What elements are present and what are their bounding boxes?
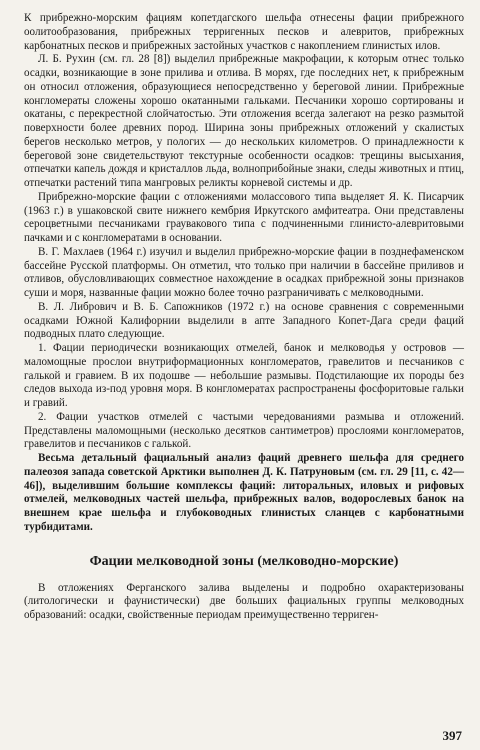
paragraph-rukhin: Л. Б. Рухин (см. гл. 28 [8]) выделил прибрежные макрофации, к которым отнес только осадки, возникающие в зоне прилива и отлива. В морях, где последних нет, к прибрежным он относил отложения, образующиеся непосредственно у береговой линии. Прибрежные конгломераты сложены хорошо окатанными гальками. Песчаники хорошо сортированы и окатаны, с перекрестной слойчатостью. Эти отложения всегда залегают на резко размытой поверхности более древних пород. Ширина зоны прибрежных отложений у скалистых берегов несколько метров, у пологих — до нескольких километров. О принадлежности к береговой зоне свидетельствуют текстурные особенности осадков: трещины высыхания, отпечатки капель дождя и кристаллов льда, волноприбойные знаки, следы животных и птиц, отпечатки растений типа мангровых реликты корневой системы и др. (24, 53, 464, 189)
paragraph-makhlaev: В. Г. Махлаев (1964 г.) изучил и выделил прибрежно-морские фации в позднефаменском бассейне Русской платформы. Он отметил, что только при наличии в бассейне приливов и отливов, обусловливающих совместное нахождение в осадках прибрежной зоны признаков суши и моря, названные фации можно более точно разграничивать с мелководными. (24, 245, 464, 299)
paragraph-list-item-2: 2. Фации участков отмелей с частыми чередованиями размыва и отложений. Представлены маломощными (несколько десятков сантиметров) прослоями конгломератов, гравелитов и песчаников с галькой. (24, 410, 464, 451)
paragraph-patrunov: Весьма детальный фациальный анализ фаций древнего шельфа для среднего палеозоя запада советской Арктики выполнен Д. К. Патруновым (см. гл. 29 [11, с. 42—46]), выделившим большие комплексы фаций: литоральных, иловых и рифовых отмелей, мелководных частей шельфа, прибрежных валов, водорослевых банок на внешнем крае шельфа и глубоководных глинистых сланцев с карбонатными турбидитами. (24, 452, 464, 533)
paragraph-fergana: В отложениях Ферганского залива выделены и подробно охарактеризованы (литологически и фаунистически) две больших фациальных группы мелководных образований: осадки, свойственные периодам преимущественно терриген- (24, 581, 464, 621)
paragraph-coastal-facies-kopetdag: К прибрежно-морским фациям копетдагского шельфа отнесены фации прибрежного оолитообразования, прибрежных терригенных песков и алевритов, прибрежных карбонатных песков и прибрежных застойных участков с накоплением глинистых илов. (24, 12, 464, 52)
paragraph-list-item-1: 1. Фации периодически возникающих отмелей, банок и мелководья у островов — маломощные прослои внутриформационных конгломератов, гравелитов и песчаников с галькой и гравием. В их подошве — небольшие размывы. Подстилающие их породы без следов выхода из-под уровня моря. В конгломератах распространены фосфоритовые гальки и гравий. (24, 342, 464, 409)
paragraph-librovich: В. Л. Либрович и В. Б. Сапожников (1972 г.) на основе сравнения с современными осадками Южной Калифорнии выделили в апте Западного Копет-Дага среди фаций подводных плато следующие. (24, 300, 464, 341)
section-heading: Фации мелководной зоны (мелководно-морские) (89, 553, 399, 569)
page-number: 397 (442, 728, 462, 743)
paragraph-pisarchik: Прибрежно-морские фации с отложениями молассового типа выделяет Я. К. Писарчик (1963 г.) в ушаковской свите нижнего кембрия Иркутского амфитеатра. Они представлены сероцветными песчаниками граувакового типа с подчиненными глинисто-алевритовыми пачками и с конгломератами в основании. (24, 190, 464, 244)
